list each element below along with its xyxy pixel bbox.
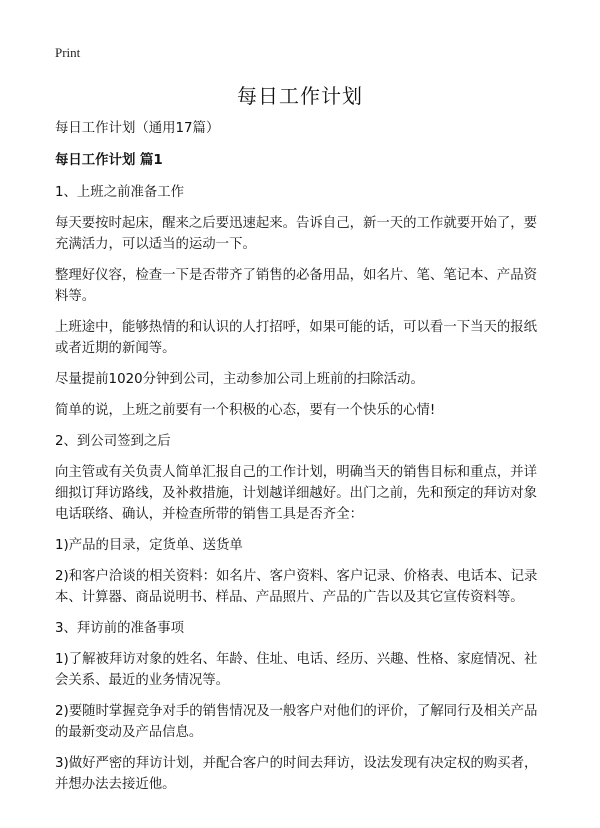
list-item: 2)要随时掌握竞争对手的销售情况及一般客户对他们的评价，了解同行及相关产品的最新变动及产品信息。 bbox=[55, 704, 538, 740]
document-subtitle: 每日工作计划（通用17篇） bbox=[55, 121, 220, 136]
section-heading: 2、到公司签到之后 bbox=[55, 434, 171, 449]
print-label: Print bbox=[55, 45, 81, 60]
document-body bbox=[55, 118, 550, 805]
section-heading: 3、拜访前的准备事项 bbox=[55, 621, 185, 636]
paragraph: 上班途中，能够热情的和认识的人打招呼，如果可能的话，可以看一下当天的报纸或者近期的新闻等。 bbox=[55, 320, 538, 356]
paragraph: 尽量提前1020分钟到公司，主动参加公司上班前的扫除活动。 bbox=[55, 372, 424, 387]
paragraph: 每天要按时起床，醒来之后要迅速起来。告诉自己，新一天的工作就要开始了，要充满活力，可以适当的运动一下。 bbox=[55, 216, 538, 252]
list-item: 2)和客户洽谈的相关资料：如名片、客户资料、客户记录、价格表、电话本、记录本、计算器、商品说明书、样品、产品照片、产品的广告以及其它宣传资料等。 bbox=[55, 569, 538, 605]
paragraph: 简单的说，上班之前要有一个积极的心态，要有一个快乐的心情! bbox=[55, 403, 436, 418]
list-item: 1)产品的目录，定货单、送货单 bbox=[55, 538, 243, 553]
paragraph: 向主管或有关负责人简单汇报自己的工作计划，明确当天的销售目标和重点，并详细拟订拜访路线，及补救措施，计划越详细越好。出门之前，先和预定的拜访对象电话联络、确认，并检查所带的销售工具是否齐全： bbox=[55, 465, 538, 522]
document-title: 每日工作计划 bbox=[237, 84, 363, 108]
section-heading: 1、上班之前准备工作 bbox=[55, 185, 185, 200]
list-item: 1)了解被拜访对象的姓名、年龄、住址、电话、经历、兴趣、性格、家庭情况、社会关系、最近的业务情况等。 bbox=[55, 652, 538, 688]
list-item: 3)做好严密的拜访计划，并配合客户的时间去拜访，设法发现有决定权的购买者，并想办法去接近他。 bbox=[55, 756, 538, 792]
section-title: 每日工作计划 篇1 bbox=[55, 153, 163, 168]
paragraph: 整理好仪容，检查一下是否带齐了销售的必备用品，如名片、笔、笔记本、产品资料等。 bbox=[55, 268, 538, 304]
